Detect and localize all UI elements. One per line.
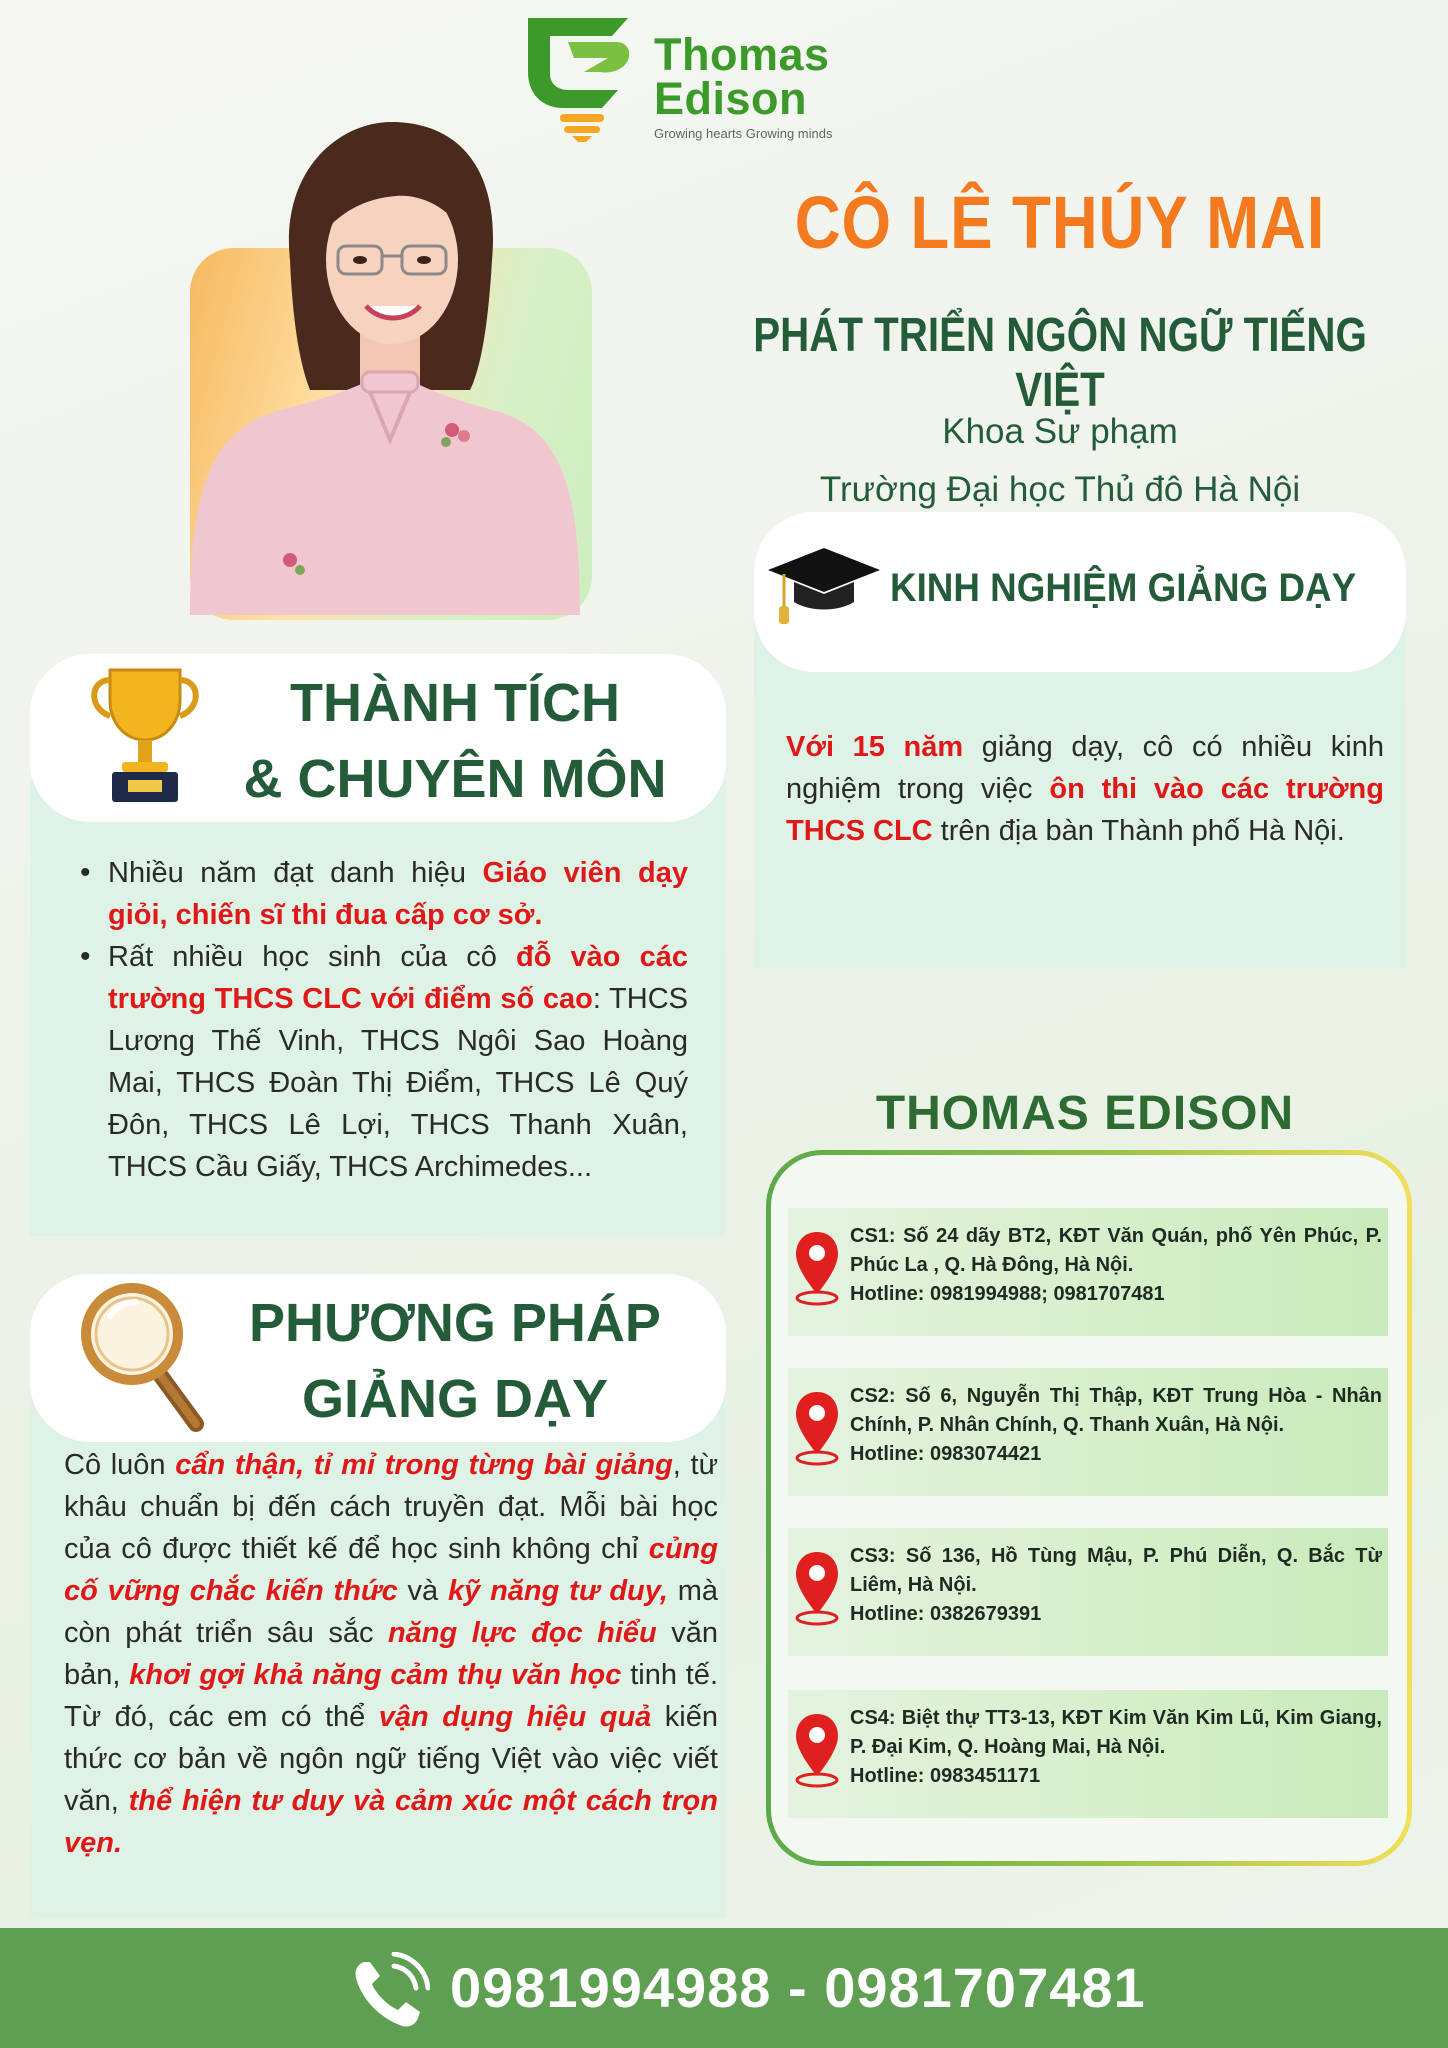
graduation-cap-icon xyxy=(764,540,884,630)
method-text-part: , từ khâu chuẩn bị đến cách truyền đạt. Mỗi bài học của cô được thiết kế để học sinh không chỉ xyxy=(64,1449,718,1565)
campuses-title: THOMAS EDISON xyxy=(875,1087,1295,1140)
method-highlight: cẩn thận, tỉ mỉ trong từng bài giảng xyxy=(175,1449,673,1481)
campus-hotline: Hotline: 0382679391 xyxy=(850,1603,1042,1625)
campus-hotline: Hotline: 0983451171 xyxy=(850,1765,1041,1787)
footer-phone-number[interactable]: 0981994988 - 0981707481 xyxy=(450,1956,1146,2019)
campus-address: CS1: Số 24 dãy BT2, KĐT Văn Quán, phố Yên Phúc, P. Phúc La , Q. Hà Đông, Hà Nội. xyxy=(850,1225,1382,1276)
method-text-part: và xyxy=(397,1575,448,1607)
achievements-title-line2: & CHUYÊN MÔN xyxy=(243,749,667,809)
trophy-icon xyxy=(80,660,210,810)
campus-card-2 xyxy=(788,1368,1388,1496)
location-pin-icon xyxy=(792,1228,842,1308)
method-highlight: khơi gợi khả năng cảm thụ văn học xyxy=(129,1659,622,1691)
campus-text xyxy=(850,1704,1382,1791)
achievement-item-1 xyxy=(78,852,688,936)
campus-text xyxy=(850,1382,1382,1469)
achievement-schools: : THCS Lương Thế Vinh, THCS Ngôi Sao Hoàng Mai, THCS Đoàn Thị Điểm, THCS Lê Quý Đôn, THCS Lê Lợi, THCS Thanh Xuân, THCS Cầu Giấy, THCS Archimedes... xyxy=(108,983,688,1183)
campus-card-3 xyxy=(788,1528,1388,1656)
experience-text xyxy=(786,726,1384,852)
campus-card-4 xyxy=(788,1690,1388,1818)
logo-text-thomas: Thomas xyxy=(654,29,830,80)
location-pin-icon xyxy=(792,1710,842,1790)
campus-hotline: Hotline: 0981994988; 0981707481 xyxy=(850,1283,1165,1305)
campus-text xyxy=(850,1222,1382,1309)
teacher-subject: PHÁT TRIỂN NGÔN NGỮ TIẾNG VIỆT xyxy=(753,309,1367,417)
method-title-line1: PHƯƠNG PHÁP xyxy=(249,1293,661,1353)
campus-address: CS3: Số 136, Hồ Tùng Mậu, P. Phú Diễn, Q. Bắc Từ Liêm, Hà Nội. xyxy=(850,1545,1382,1596)
method-highlight: thể hiện tư duy và cảm xúc một cách trọn vẹn. xyxy=(64,1785,718,1859)
campus-hotline: Hotline: 0983074421 xyxy=(850,1443,1042,1465)
location-pin-icon xyxy=(792,1388,842,1468)
experience-text-part: trên địa bàn Thành phố Hà Nội. xyxy=(932,815,1345,847)
method-text xyxy=(64,1444,718,1864)
phone-icon xyxy=(350,1952,430,2032)
experience-highlight-years: Với 15 năm xyxy=(786,731,964,763)
method-text-part: mà còn phát triển sâu sắc xyxy=(64,1575,718,1649)
logo-text-edison: Edison xyxy=(654,73,808,124)
campus-address: CS2: Số 6, Nguyễn Thị Thập, KĐT Trung Hòa - Nhân Chính, P. Nhân Chính, Q. Thanh Xuân, Hà Nội. xyxy=(850,1385,1382,1436)
method-highlight: năng lực đọc hiểu xyxy=(387,1617,657,1649)
experience-highlight-exams: ôn thi vào các trường THCS CLC xyxy=(786,773,1384,847)
achievement-text: Rất nhiều học sinh của cô xyxy=(108,941,517,973)
achievements-list xyxy=(78,852,688,1188)
achievement-highlight: đỗ vào các trường THCS CLC với điểm số cao xyxy=(108,941,688,1015)
method-text-part: tinh tế. Từ đó, các em có thể xyxy=(64,1659,718,1733)
method-text-part: kiến thức cơ bản về ngôn ngữ tiếng Việt vào việc viết văn, xyxy=(64,1701,718,1817)
teacher-name: CÔ LÊ THÚY MAI xyxy=(794,181,1326,264)
method-text-part: Cô luôn xyxy=(64,1449,176,1481)
campus-card-1 xyxy=(788,1208,1388,1336)
method-title-line2: GIẢNG DẠY xyxy=(301,1369,609,1429)
method-highlight: củng cố vững chắc kiến thức xyxy=(64,1533,718,1607)
location-pin-icon xyxy=(792,1548,842,1628)
achievement-highlight: Giáo viên dạy giỏi, chiến sĩ thi đua cấp cơ sở. xyxy=(108,857,688,931)
experience-title: KINH NGHIỆM GIẢNG DẠY xyxy=(890,566,1357,610)
teacher-faculty: Khoa Sư phạm xyxy=(942,412,1178,451)
method-highlight: kỹ năng tư duy, xyxy=(448,1575,668,1607)
logo-tagline: Growing hearts Growing minds xyxy=(654,126,833,141)
campus-address: CS4: Biệt thự TT3-13, KĐT Kim Văn Kim Lũ, Kim Giang, P. Đại Kim, Q. Hoàng Mai, Hà Nội. xyxy=(850,1707,1382,1758)
method-highlight: vận dụng hiệu quả xyxy=(378,1701,652,1733)
method-text-part: văn bản, xyxy=(64,1617,718,1691)
achievement-item-2 xyxy=(78,936,688,1188)
campus-text xyxy=(850,1542,1382,1629)
magnifying-glass-icon xyxy=(80,1276,210,1436)
teacher-school: Trường Đại học Thủ đô Hà Nội xyxy=(819,470,1301,509)
achievement-text: Nhiều năm đạt danh hiệu xyxy=(108,857,483,889)
teacher-portrait xyxy=(170,110,590,615)
achievements-title-line1: THÀNH TÍCH xyxy=(290,673,620,733)
experience-text-part: giảng dạy, cô có nhiều kinh nghiệm trong việc xyxy=(786,731,1384,805)
